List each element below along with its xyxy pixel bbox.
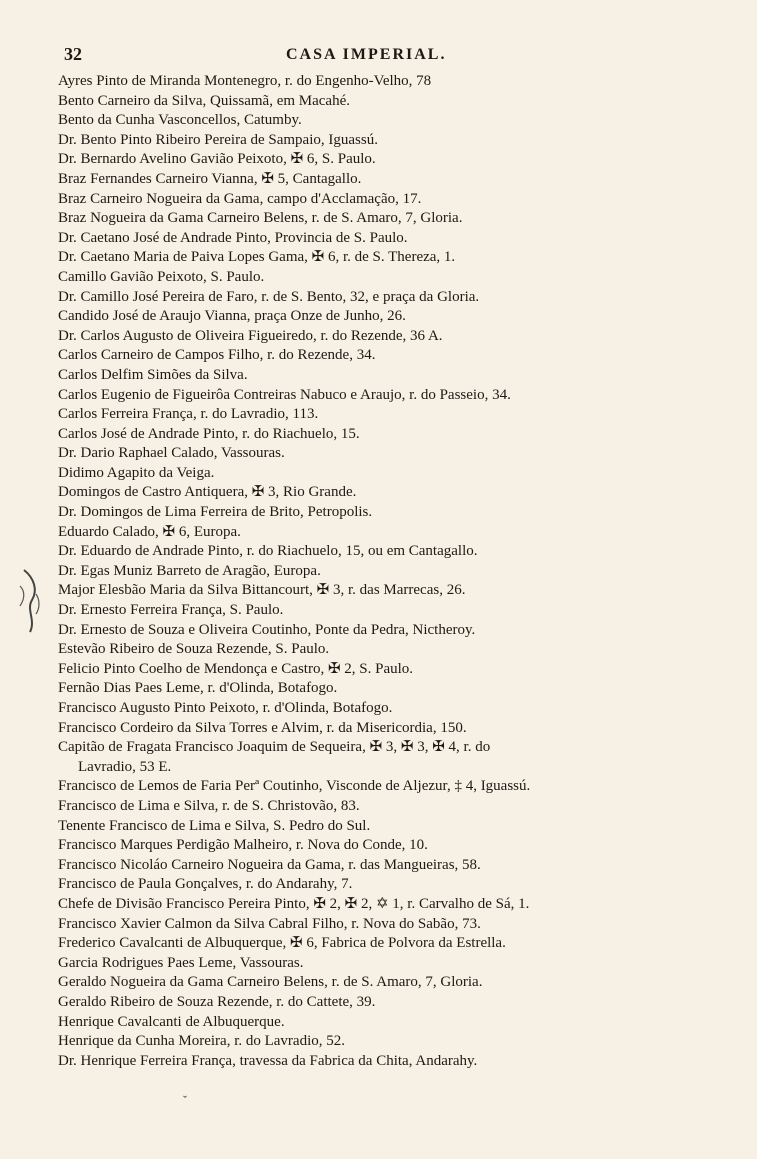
entry-continuation: Lavradio, 53 E. bbox=[78, 758, 172, 775]
directory-entry: Francisco Augusto Pinto Peixoto, r. d'Olinda, Botafogo. bbox=[58, 700, 393, 716]
directory-entry: Dr. Caetano Maria de Paiva Lopes Gama, ✠ 6, r. de S. Thereza, 1. bbox=[58, 249, 456, 266]
directory-entry: Dr. Domingos de Lima Ferreira de Brito, Petropolis. bbox=[58, 504, 373, 521]
stray-mark: ˇ bbox=[183, 1093, 187, 1107]
directory-entry: Dr. Carlos Augusto de Oliveira Figueiredo, r. do Rezende, 36 A. bbox=[58, 327, 443, 344]
directory-entry: Braz Fernandes Carneiro Vianna, ✠ 5, Cantagallo. bbox=[58, 170, 362, 187]
directory-entry: Carlos Eugenio de Figueirôa Contreiras Nabuco e Araujo, r. do Passeio, 34. bbox=[58, 386, 511, 403]
directory-entry: Eduardo Calado, ✠ 6, Europa. bbox=[58, 523, 241, 540]
directory-entry: Estevão Ribeiro de Souza Rezende, S. Paulo. bbox=[58, 641, 330, 658]
directory-entry: Domingos de Castro Antiquera, ✠ 3, Rio Grande. bbox=[58, 484, 357, 501]
directory-entry: Francisco Cordeiro da Silva Torres e Alvim, r. da Misericordia, 150. bbox=[58, 719, 467, 736]
directory-entry: Dr. Bento Pinto Ribeiro Pereira de Sampaio, Iguassú. bbox=[58, 131, 378, 148]
directory-entry: Frederico Cavalcanti de Albuquerque, ✠ 6, Fabrica de Polvora da Estrella. bbox=[58, 935, 506, 952]
directory-entry: Candido José de Araujo Vianna, praça Onze de Junho, 26. bbox=[58, 308, 406, 325]
directory-entry: Carlos Ferreira França, r. do Lavradio, 113. bbox=[58, 406, 319, 423]
directory-entry: Dr. Bernardo Avelino Gavião Peixoto, ✠ 6, S. Paulo. bbox=[58, 151, 376, 168]
directory-entry: Braz Nogueira da Gama Carneiro Belens, r. de S. Amaro, 7, Gloria. bbox=[58, 210, 463, 227]
directory-entries bbox=[58, 72, 708, 1071]
directory-entry: Dr. Eduardo de Andrade Pinto, r. do Riachuelo, 15, ou em Cantagallo. bbox=[58, 543, 478, 560]
directory-entry: Braz Carneiro Nogueira da Gama, campo d'Acclamação, 17. bbox=[58, 190, 422, 207]
directory-entry: Dr. Camillo José Pereira de Faro, r. de S. Bento, 32, e praça da Gloria. bbox=[58, 288, 480, 305]
directory-entry: Geraldo Nogueira da Gama Carneiro Belens, r. de S. Amaro, 7, Gloria. bbox=[58, 974, 483, 991]
running-head: CASA IMPERIAL. bbox=[286, 46, 447, 63]
directory-entry: Bento Carneiro da Silva, Quissamã, em Macahé. bbox=[58, 92, 351, 109]
directory-entry: Dr. Ernesto Ferreira França, S. Paulo. bbox=[58, 602, 284, 619]
directory-entry: Francisco Marques Perdigão Malheiro, r. Nova do Conde, 10. bbox=[58, 837, 428, 854]
directory-entry: Geraldo Ribeiro de Souza Rezende, r. do Cattete, 39. bbox=[58, 993, 376, 1010]
directory-entry: Dr. Caetano José de Andrade Pinto, Provincia de S. Paulo. bbox=[58, 229, 408, 246]
directory-entry: Tenente Francisco de Lima e Silva, S. Pedro do Sul. bbox=[58, 817, 371, 834]
page-header bbox=[0, 44, 757, 68]
directory-entry: Dr. Dario Raphael Calado, Vassouras. bbox=[58, 445, 285, 462]
directory-entry: Francisco Xavier Calmon da Silva Cabral Filho, r. Nova do Sabão, 73. bbox=[58, 915, 481, 932]
directory-entry: Ayres Pinto de Miranda Montenegro, r. do Engenho-Velho, 78 bbox=[58, 73, 432, 89]
page-number: 32 bbox=[64, 44, 82, 64]
directory-entry: Felicio Pinto Coelho de Mendonça e Castro, ✠ 2, S. Paulo. bbox=[58, 660, 414, 677]
directory-entry: Bento da Cunha Vasconcellos, Catumby. bbox=[58, 112, 302, 129]
directory-entry: Camillo Gavião Peixoto, S. Paulo. bbox=[58, 268, 265, 285]
directory-entry: Dr. Egas Muniz Barreto de Aragão, Europa. bbox=[58, 562, 321, 579]
directory-entry: Capitão de Fragata Francisco Joaquim de Sequeira, ✠ 3, ✠ 3, ✠ 4, r. do bbox=[58, 739, 491, 756]
directory-entry: Chefe de Divisão Francisco Pereira Pinto, ✠ 2, ✠ 2, ✡ 1, r. Carvalho de Sá, 1. bbox=[58, 895, 530, 912]
directory-entry: Carlos Carneiro de Campos Filho, r. do Rezende, 34. bbox=[58, 347, 376, 364]
directory-entry: Francisco de Lemos de Faria Perª Coutinho, Visconde de Aljezur, ‡ 4, Iguassú. bbox=[58, 778, 531, 795]
directory-entry: Didimo Agapito da Veiga. bbox=[58, 464, 215, 481]
directory-entry: Francisco Nicoláo Carneiro Nogueira da Gama, r. das Mangueiras, 58. bbox=[58, 856, 481, 873]
directory-entry: Carlos José de Andrade Pinto, r. do Riachuelo, 15. bbox=[58, 425, 360, 442]
directory-entry: Fernão Dias Paes Leme, r. d'Olinda, Botafogo. bbox=[58, 680, 338, 697]
directory-entry: Henrique Cavalcanti de Albuquerque. bbox=[58, 1013, 285, 1030]
directory-entry: Dr. Henrique Ferreira França, travessa da Fabrica da Chita, Andarahy. bbox=[58, 1052, 478, 1069]
directory-entry: Carlos Delfim Simões da Silva. bbox=[58, 366, 248, 383]
margin-ornament bbox=[18, 566, 44, 636]
directory-entry: Garcia Rodrigues Paes Leme, Vassouras. bbox=[58, 954, 304, 971]
directory-entry: Henrique da Cunha Moreira, r. do Lavradio, 52. bbox=[58, 1033, 345, 1050]
directory-entry: Major Elesbão Maria da Silva Bittancourt, ✠ 3, r. das Marrecas, 26. bbox=[58, 582, 466, 599]
directory-entry: Francisco de Paula Gonçalves, r. do Andarahy, 7. bbox=[58, 876, 353, 893]
directory-entry: Dr. Ernesto de Souza e Oliveira Coutinho, Ponte da Pedra, Nictheroy. bbox=[58, 621, 476, 638]
directory-entry: Francisco de Lima e Silva, r. de S. Christovão, 83. bbox=[58, 797, 360, 814]
